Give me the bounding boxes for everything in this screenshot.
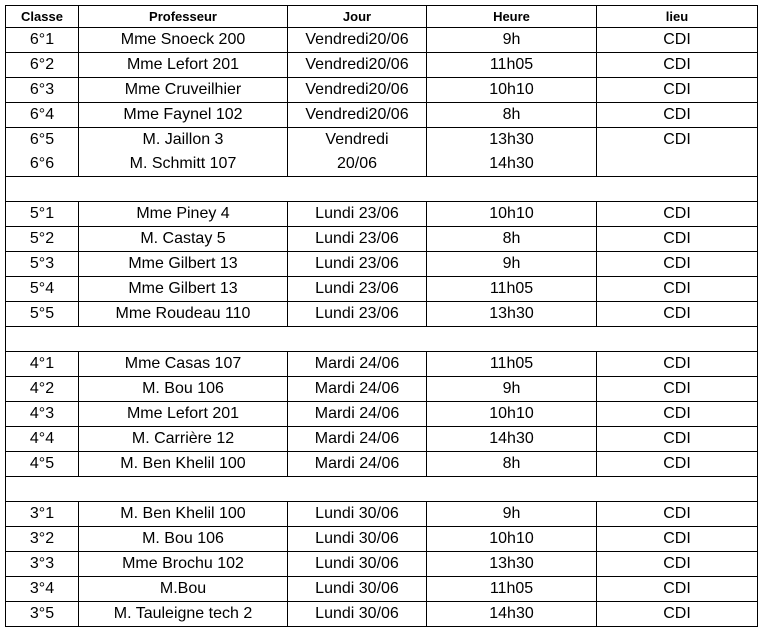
cell-professeur: M. Bou 106 — [79, 377, 288, 402]
cell-heure: 11h05 — [427, 352, 597, 377]
cell-jour: Mardi 24/06 — [288, 427, 427, 452]
table-row — [6, 527, 758, 552]
cell-jour: Lundi 30/06 — [288, 602, 427, 627]
cell-professeur: M. Bou 106 — [79, 527, 288, 552]
table-row — [6, 252, 758, 277]
cell-professeur: M. Ben Khelil 100 — [79, 452, 288, 477]
table-row — [6, 202, 758, 227]
header-lieu: lieu — [597, 6, 758, 28]
cell-jour: Mardi 24/06 — [288, 402, 427, 427]
cell-heure: 14h30 — [427, 427, 597, 452]
cell-professeur: M. Tauleigne tech 2 — [79, 602, 288, 627]
cell-jour: Lundi 23/06 — [288, 202, 427, 227]
cell-jour: Vendredi20/06 — [288, 53, 427, 78]
cell-professeur: Mme Cruveilhier — [79, 78, 288, 103]
cell-heure — [427, 128, 597, 177]
header-jour: Jour — [288, 6, 427, 28]
cell-lieu: CDI — [597, 78, 758, 103]
cell-heure: 8h — [427, 227, 597, 252]
cell-lieu: CDI — [597, 103, 758, 128]
cell-heure: 10h10 — [427, 78, 597, 103]
cell-jour: Vendredi20/06 — [288, 103, 427, 128]
cell-heure: 13h30 — [427, 302, 597, 327]
header-classe: Classe — [6, 6, 79, 28]
cell-lieu: CDI — [597, 53, 758, 78]
cell-line: CDI — [663, 131, 691, 148]
cell-classe: 3°1 — [6, 502, 79, 527]
cell-classe: 3°5 — [6, 602, 79, 627]
cell-classe: 4°1 — [6, 352, 79, 377]
cell-professeur: M. Ben Khelil 100 — [79, 502, 288, 527]
cell-heure: 9h — [427, 252, 597, 277]
cell-professeur: Mme Faynel 102 — [79, 103, 288, 128]
cell-line: M. Jaillon 3 — [142, 131, 224, 148]
cell-jour: Mardi 24/06 — [288, 352, 427, 377]
separator-cell — [6, 477, 758, 502]
cell-lieu: CDI — [597, 402, 758, 427]
cell-professeur: M. Castay 5 — [79, 227, 288, 252]
cell-heure: 9h — [427, 502, 597, 527]
cell-jour: Vendredi20/06 — [288, 78, 427, 103]
separator-cell — [6, 327, 758, 352]
separator-cell — [6, 177, 758, 202]
header-professeur: Professeur — [79, 6, 288, 28]
cell-classe: 5°2 — [6, 227, 79, 252]
cell-line: Vendredi — [325, 131, 389, 148]
cell-lieu: CDI — [597, 577, 758, 602]
cell-heure: 13h30 — [427, 552, 597, 577]
cell-jour: Lundi 30/06 — [288, 502, 427, 527]
separator-row — [6, 327, 758, 352]
table-row — [6, 227, 758, 252]
cell-lieu: CDI — [597, 302, 758, 327]
cell-lieu: CDI — [597, 502, 758, 527]
table-row — [6, 277, 758, 302]
cell-line: 13h30 — [489, 131, 534, 148]
schedule-table — [5, 5, 758, 627]
cell-lieu: CDI — [597, 602, 758, 627]
cell-jour: Mardi 24/06 — [288, 377, 427, 402]
cell-professeur: Mme Brochu 102 — [79, 552, 288, 577]
cell-heure: 8h — [427, 452, 597, 477]
cell-professeur — [79, 128, 288, 177]
cell-classe: 3°2 — [6, 527, 79, 552]
table-row — [6, 128, 758, 177]
cell-lieu: CDI — [597, 377, 758, 402]
cell-professeur: M. Carrière 12 — [79, 427, 288, 452]
table-row — [6, 53, 758, 78]
cell-classe: 6°4 — [6, 103, 79, 128]
cell-jour — [288, 128, 427, 177]
table-row — [6, 577, 758, 602]
cell-jour: Lundi 30/06 — [288, 527, 427, 552]
cell-lieu: CDI — [597, 352, 758, 377]
cell-classe: 5°4 — [6, 277, 79, 302]
cell-line: 6°6 — [29, 155, 55, 172]
cell-professeur: Mme Gilbert 13 — [79, 277, 288, 302]
cell-heure: 14h30 — [427, 602, 597, 627]
cell-professeur: Mme Casas 107 — [79, 352, 288, 377]
cell-lieu: CDI — [597, 252, 758, 277]
cell-classe: 6°3 — [6, 78, 79, 103]
table-row — [6, 352, 758, 377]
table-row — [6, 602, 758, 627]
table-row — [6, 103, 758, 128]
cell-classe: 4°3 — [6, 402, 79, 427]
header-heure: Heure — [427, 6, 597, 28]
header-row — [6, 6, 758, 28]
table-row — [6, 402, 758, 427]
cell-heure: 8h — [427, 103, 597, 128]
cell-professeur: Mme Gilbert 13 — [79, 252, 288, 277]
cell-classe: 6°1 — [6, 28, 79, 53]
cell-lieu — [597, 128, 758, 177]
cell-professeur: Mme Lefort 201 — [79, 53, 288, 78]
table-row — [6, 452, 758, 477]
cell-heure: 11h05 — [427, 577, 597, 602]
cell-heure: 10h10 — [427, 202, 597, 227]
cell-line: 6°5 — [29, 131, 55, 148]
cell-professeur: Mme Piney 4 — [79, 202, 288, 227]
cell-lieu: CDI — [597, 427, 758, 452]
cell-lieu: CDI — [597, 28, 758, 53]
cell-classe: 3°4 — [6, 577, 79, 602]
cell-lieu: CDI — [597, 452, 758, 477]
separator-row — [6, 177, 758, 202]
cell-lieu: CDI — [597, 527, 758, 552]
table-row — [6, 427, 758, 452]
cell-heure: 10h10 — [427, 402, 597, 427]
cell-line — [597, 152, 757, 176]
table-row — [6, 502, 758, 527]
cell-professeur: M.Bou — [79, 577, 288, 602]
cell-line: M. Schmitt 107 — [129, 155, 237, 172]
cell-professeur: Mme Lefort 201 — [79, 402, 288, 427]
table-row — [6, 302, 758, 327]
cell-jour: Lundi 23/06 — [288, 227, 427, 252]
cell-classe — [6, 128, 79, 177]
cell-lieu: CDI — [597, 277, 758, 302]
cell-heure: 9h — [427, 28, 597, 53]
cell-classe: 6°2 — [6, 53, 79, 78]
cell-line: 14h30 — [489, 155, 534, 172]
cell-jour: Lundi 23/06 — [288, 302, 427, 327]
cell-jour: Mardi 24/06 — [288, 452, 427, 477]
cell-heure: 10h10 — [427, 527, 597, 552]
table-row — [6, 552, 758, 577]
cell-lieu: CDI — [597, 202, 758, 227]
cell-jour: Lundi 23/06 — [288, 252, 427, 277]
cell-line: 20/06 — [336, 155, 378, 172]
cell-classe: 4°5 — [6, 452, 79, 477]
cell-jour: Lundi 30/06 — [288, 577, 427, 602]
table-row — [6, 377, 758, 402]
cell-heure: 11h05 — [427, 277, 597, 302]
cell-professeur: Mme Roudeau 110 — [79, 302, 288, 327]
cell-lieu: CDI — [597, 552, 758, 577]
cell-jour: Lundi 23/06 — [288, 277, 427, 302]
cell-professeur: Mme Snoeck 200 — [79, 28, 288, 53]
cell-classe: 5°1 — [6, 202, 79, 227]
cell-classe: 4°4 — [6, 427, 79, 452]
cell-heure: 9h — [427, 377, 597, 402]
cell-jour: Vendredi20/06 — [288, 28, 427, 53]
table-row — [6, 78, 758, 103]
cell-lieu: CDI — [597, 227, 758, 252]
cell-classe: 3°3 — [6, 552, 79, 577]
cell-classe: 5°3 — [6, 252, 79, 277]
cell-classe: 4°2 — [6, 377, 79, 402]
cell-heure: 11h05 — [427, 53, 597, 78]
cell-jour: Lundi 30/06 — [288, 552, 427, 577]
separator-row — [6, 477, 758, 502]
cell-classe: 5°5 — [6, 302, 79, 327]
table-row — [6, 28, 758, 53]
